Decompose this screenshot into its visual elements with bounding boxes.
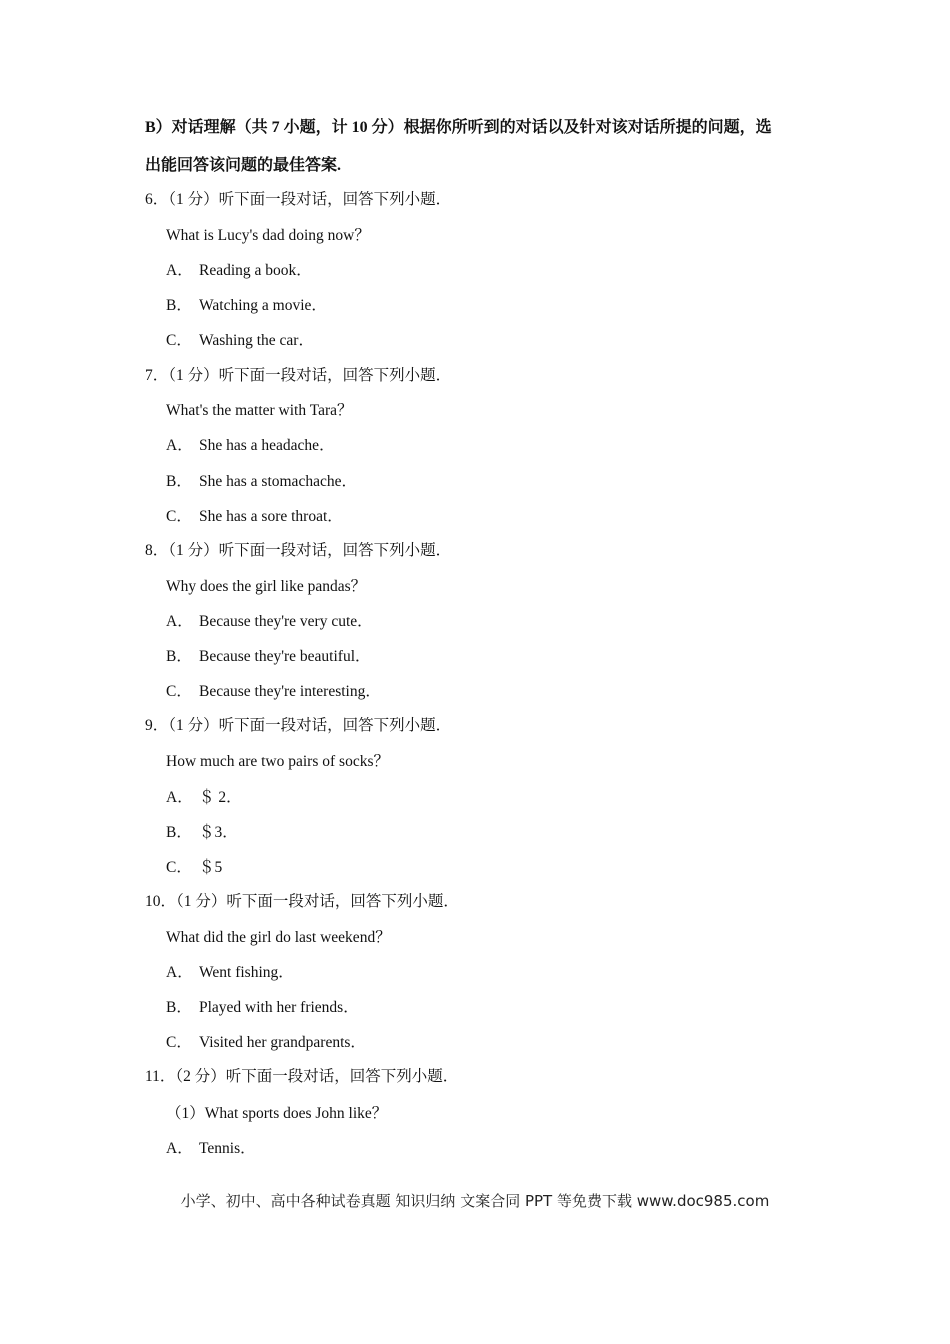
option-letter: C．	[166, 508, 192, 525]
option	[166, 1139, 256, 1159]
option-letter: C．	[166, 859, 192, 876]
option-letter: A．	[166, 1140, 193, 1157]
option-letter: C．	[166, 683, 192, 700]
option	[166, 963, 294, 983]
question-text: What did the girl do last weekend？	[166, 929, 391, 946]
question-text: （1）What sports does John like？	[166, 1105, 388, 1122]
option	[166, 296, 327, 316]
option-text: Reading a book．	[199, 262, 312, 279]
option	[166, 682, 381, 702]
option-text: Because they're beautiful．	[199, 648, 371, 665]
question-text: What's the matter with Tara？	[166, 402, 353, 419]
question-text: What is Lucy's dad doing now？	[166, 227, 370, 244]
option-letter: C．	[166, 1034, 192, 1051]
option	[166, 788, 242, 808]
section-heading-line2: 出能回答该问题的最佳答案.	[145, 157, 342, 174]
option	[166, 647, 371, 667]
option	[166, 612, 373, 632]
option-text: Because they're interesting．	[199, 683, 381, 700]
question-header: 8．（1 分）听下面一段对话，回答下列小题．	[145, 542, 452, 559]
option-text: She has a headache．	[199, 437, 335, 454]
option	[166, 436, 335, 456]
question-header: 7．（1 分）听下面一段对话，回答下列小题．	[145, 367, 452, 384]
footer-text: 小学、初中、高中各种试卷真题 知识归纳 文案合同 PPT 等免费下载 www.doc985.com	[180, 1192, 770, 1210]
question-text: Why does the girl like pandas？	[166, 578, 367, 595]
option-text: Because they're very cute．	[199, 613, 373, 630]
option	[166, 998, 359, 1018]
question-header: 10．（1 分）听下面一段对话，回答下列小题．	[145, 893, 459, 910]
option	[166, 507, 343, 527]
section-heading-line1: B）对话理解（共 7 小题，计 10 分）根据你所听到的对话以及针对该对话所提的问题，选	[145, 119, 772, 136]
option	[166, 331, 314, 351]
question-header: 9．（1 分）听下面一段对话，回答下列小题．	[145, 717, 452, 734]
option-letter: B．	[166, 824, 192, 841]
option-text: She has a sore throat．	[199, 508, 343, 525]
option-text: Played with her friends．	[199, 999, 359, 1016]
option-letter: B．	[166, 999, 192, 1016]
question-text: How much are two pairs of socks？	[166, 753, 389, 770]
option-text: ＄3．	[199, 824, 238, 841]
option-text: Tennis．	[199, 1140, 256, 1157]
option	[166, 823, 238, 843]
option	[166, 1033, 366, 1053]
option-text: ＄ 2．	[199, 789, 242, 806]
option-letter: A．	[166, 613, 193, 630]
option	[166, 472, 357, 492]
option-letter: A．	[166, 789, 193, 806]
question-header: 6．（1 分）听下面一段对话，回答下列小题．	[145, 191, 452, 208]
option	[166, 858, 222, 878]
option-text: ＄5	[199, 859, 223, 876]
option-text: She has a stomachache．	[199, 473, 357, 490]
option-letter: B．	[166, 473, 192, 490]
option	[166, 261, 312, 281]
option-letter: A．	[166, 437, 193, 454]
option-text: Went fishing．	[199, 964, 294, 981]
option-text: Washing the car．	[199, 332, 314, 349]
option-letter: C．	[166, 332, 192, 349]
option-letter: B．	[166, 297, 192, 314]
question-header: 11．（2 分）听下面一段对话，回答下列小题．	[145, 1068, 459, 1085]
option-letter: A．	[166, 262, 193, 279]
option-letter: B．	[166, 648, 192, 665]
option-letter: A．	[166, 964, 193, 981]
option-text: Watching a movie．	[199, 297, 327, 314]
option-text: Visited her grandparents．	[199, 1034, 366, 1051]
